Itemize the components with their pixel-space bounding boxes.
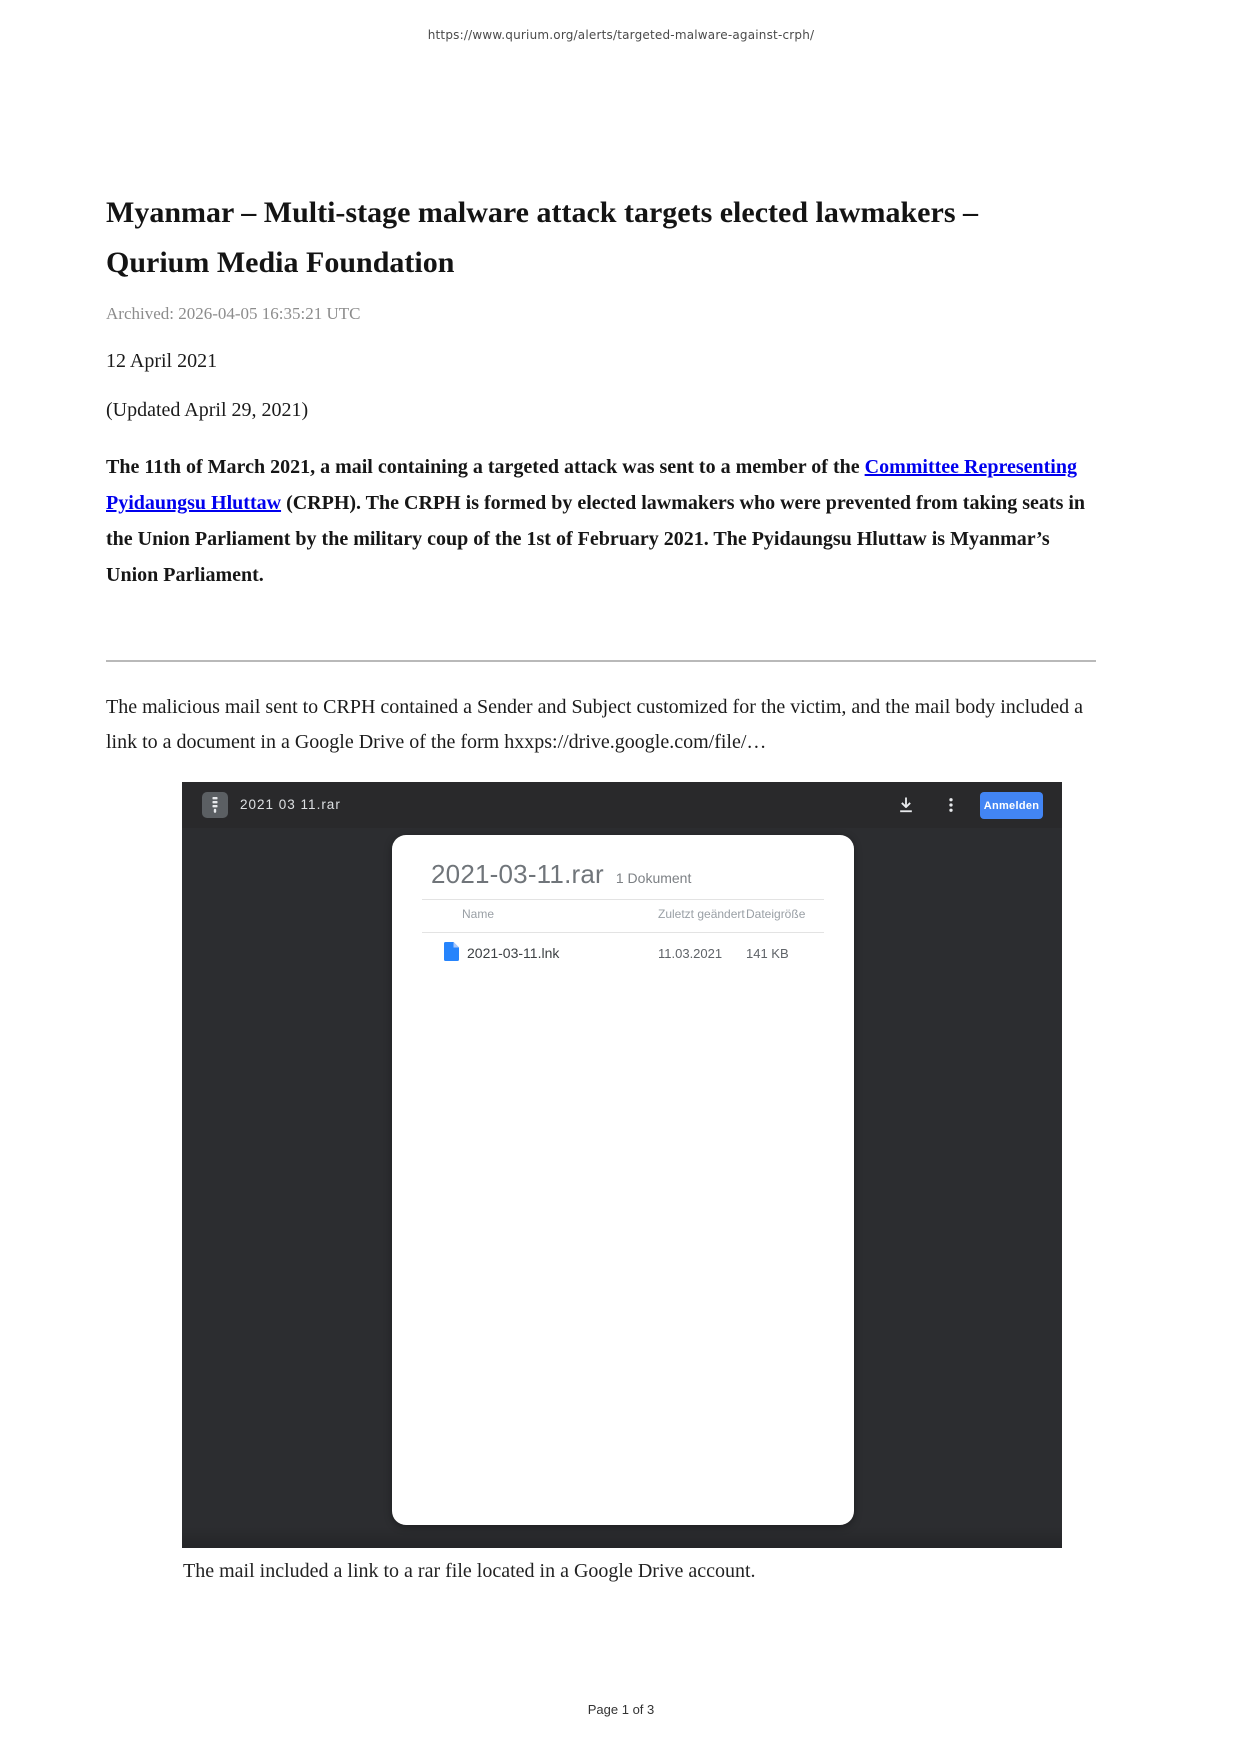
body-paragraph: The malicious mail sent to CRPH contained a Sender and Subject customized for the victim, and the mail body included a link to a document in a Google Drive of the form hxxps://drive.google.com/file/… bbox=[106, 696, 1083, 753]
file-size: 141 KB bbox=[746, 946, 789, 961]
archive-url-header: https://www.qurium.org/alerts/targeted-malware-against-crph/ bbox=[427, 28, 815, 42]
column-header-name: Name bbox=[462, 907, 495, 921]
section-divider bbox=[106, 660, 1096, 662]
column-header-size: Dateigröße bbox=[746, 907, 806, 921]
drive-toolbar bbox=[182, 782, 1062, 828]
archived-timestamp: Archived: 2026-04-05 16:35:21 UTC bbox=[106, 304, 361, 323]
file-row[interactable] bbox=[392, 935, 854, 975]
toolbar-filename: 2021 03 11.rar bbox=[240, 797, 341, 812]
archive-contents-card bbox=[392, 835, 854, 1525]
download-button[interactable] bbox=[893, 792, 919, 818]
more-options-button[interactable] bbox=[938, 792, 964, 818]
archive-name: 2021-03-11.rar bbox=[431, 859, 604, 889]
lead-text-after: (CRPH). The CRPH is formed by elected lawmakers who were prevented from taking seats in the Union Parliament by the military coup of the 1st of February 2021. The Pyidaungsu Hluttaw is Myanmar’s Union Parliament. bbox=[106, 492, 1086, 586]
signin-button[interactable]: Anmelden bbox=[980, 792, 1043, 819]
card-divider bbox=[422, 932, 824, 933]
lead-text-before: The 11th of March 2021, a mail containing a targeted attack was sent to a member of the bbox=[106, 456, 865, 478]
image-caption: The mail included a link to a rar file located in a Google Drive account. bbox=[183, 1560, 756, 1582]
crph-link[interactable]: Committee Representing Pyidaungsu Hluttaw bbox=[106, 456, 1077, 514]
card-title-row bbox=[431, 859, 691, 890]
column-header-modified: Zuletzt geändert bbox=[658, 907, 745, 921]
lead-paragraph bbox=[106, 449, 1096, 593]
card-divider bbox=[422, 899, 824, 900]
document-count: 1 Dokument bbox=[615, 870, 692, 886]
drive-screenshot bbox=[182, 782, 1062, 1548]
page-number: Page 1 of 3 bbox=[587, 1702, 655, 1717]
kebab-menu-icon bbox=[942, 796, 960, 814]
file-list-header bbox=[392, 907, 854, 932]
file-doc-icon bbox=[444, 942, 459, 961]
rar-archive-icon bbox=[202, 792, 228, 818]
page-title: Myanmar – Multi-stage malware attack targets elected lawmakers – Qurium Media Foundation bbox=[106, 196, 978, 279]
file-name: 2021-03-11.lnk bbox=[467, 945, 560, 961]
file-modified-date: 11.03.2021 bbox=[658, 946, 723, 961]
publish-date: 12 April 2021 bbox=[106, 350, 218, 372]
updated-date: (Updated April 29, 2021) bbox=[106, 399, 309, 421]
download-icon bbox=[896, 795, 916, 815]
